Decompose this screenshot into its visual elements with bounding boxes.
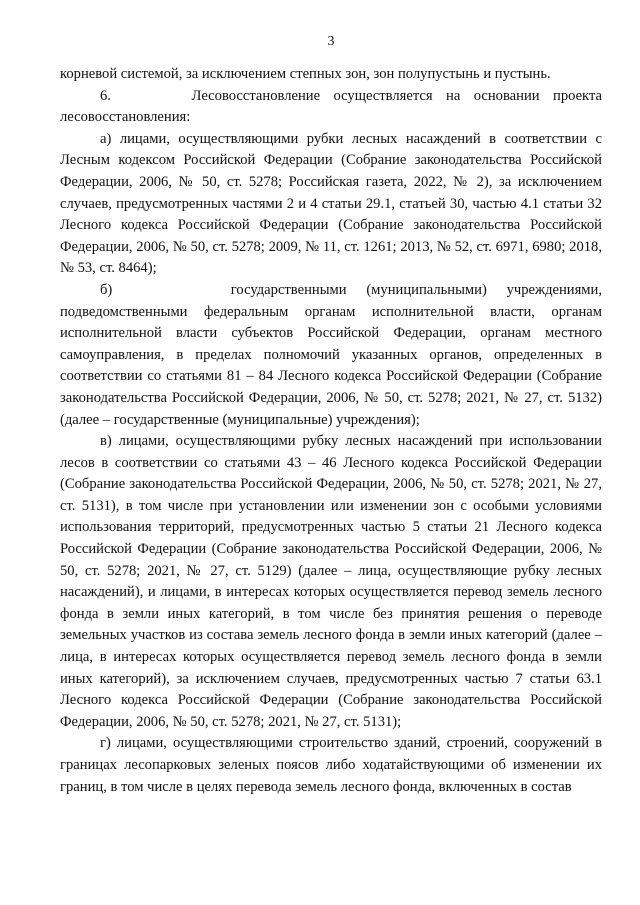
paragraph-subitem-b: б) государственными (муниципальными) учреждениями, подведомственными федеральным органам исполнительной власти, органам исполнительной власти субъектов Российской Федерации, органам местного самоуправления, в пределах полномочий указанных органов, определенных в соответствии со статьями 81 – 84 Лесного кодекса Российской Федерации (Собрание законодательства Российской Федерации, 2006, № 50, ст. 5278; 2021, № 27, ст. 5132) (далее – государственные (муниципальные) учреждения);	[60, 281, 602, 428]
paragraph-item-6: 6. Лесовосстановление осуществляется на основании проекта лесовосстановления:	[60, 87, 602, 126]
paragraph-subitem-v: в) лицами, осуществляющими рубку лесных насаждений при использовании лесов в соответствии со статьями 43 – 46 Лесного кодекса Российской Федерации (Собрание законодательства Российской Федерации, 2006, № 50, ст. 5278; 2021, № 27, ст. 5131), в том числе при установлении или изменении зон с особыми условиями использования территорий, предусмотренных частью 5 статьи 21 Лесного кодекса Российской Федерации (Собрание законодательства Российской Федерации, 2006, № 50, ст. 5278; 2021, № 27, ст. 5129) (далее – лица, осуществляющие рубку лесных насаждений), и лицами, в интересах которых осуществляется перевод земель лесного фонда в земли иных категорий, в том числе без принятия решения о переводе земельных участков из состава земель лесного фонда в земли иных категорий (далее – лица, в интересах которых осуществляется перевод земель лесного фонда в земли иных категорий), за исключением случаев, предусмотренных частью 7 статьи 63.1 Лесного кодекса Российской Федерации (Собрание законодательства Российской Федерации, 2006, № 50, ст. 5278; 2021, № 27, ст. 5131);	[60, 433, 602, 730]
paragraph-continuation: корневой системой, за исключением степных зон, зон полупустынь и пустынь.	[60, 66, 551, 82]
paragraph-subitem-g: г) лицами, осуществляющими строительство зданий, строений, сооружений в границах лесопарковых зеленых поясов либо ходатайствующими об изменении их границ, в том числе в целях перевода земель лесного фонда, включенных в состав	[60, 735, 602, 795]
document-body	[60, 64, 602, 798]
page-number: 3	[327, 34, 335, 49]
paragraph-subitem-a: а) лицами, осуществляющими рубки лесных насаждений в соответствии с Лесным кодексом Российской Федерации (Собрание законодательства Российской Федерации, 2006, № 50, ст. 5278; Российская газета, 2022, № 2), за исключением случаев, предусмотренных частями 2 и 4 статьи 29.1, статьей 30, частью 4.1 статьи 32 Лесного кодекса Российской Федерации (Собрание законодательства Российской Федерации, 2006, № 50, ст. 5278; 2009, № 11, ст. 1261; 2013, № 52, ст. 6971, 6980; 2018, № 53, ст. 8464);	[60, 130, 602, 277]
